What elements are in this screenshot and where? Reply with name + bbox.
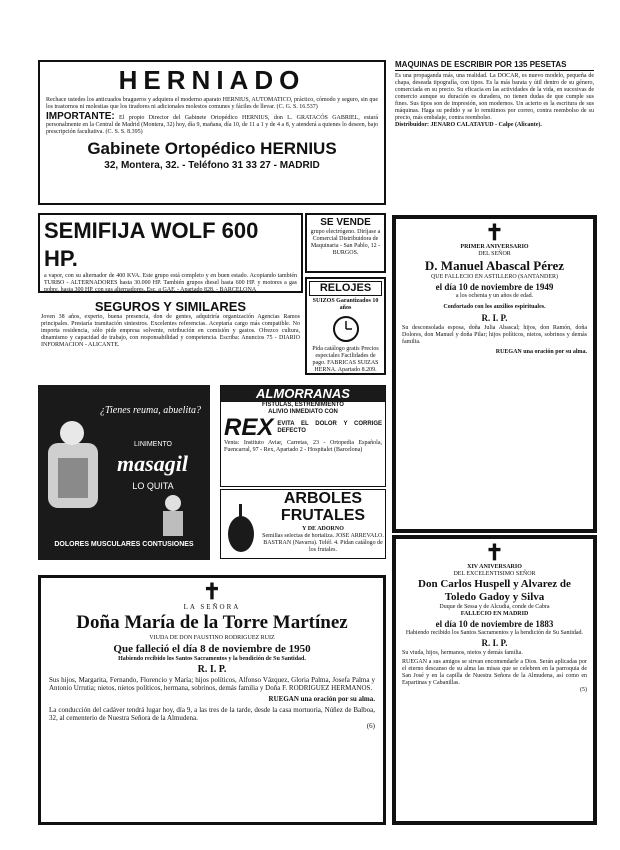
obituary-date: el día 10 de noviembre de 1949: [435, 282, 554, 292]
masagil-footer: DOLORES MUSCULARES CONTUSIONES: [54, 541, 194, 548]
child-illustration-icon: [153, 493, 193, 538]
obituary-ref: (5): [580, 687, 587, 693]
obituary-rip: R. I. P.: [197, 664, 227, 675]
maquinas-footer: Distribuidor: JENARO CALATAYUD - Calpe (Alicante).: [395, 122, 542, 128]
se-vende-ad: [305, 213, 386, 273]
herniado-important-text: El propio Director del Gabinete Ortopédico HERNIUS, don L. GRATACÓS GABRIEL, estará personalmente en la Central de Madrid (Montera, 32) hoy, día 9, mañana, día 10, de 11 a 1 y de 4 a 8, y atenderá a quienes lo deseen, bajo prescripción facultativa. (C. S. S. 8.395): [46, 115, 379, 135]
rex-brand: REX: [224, 414, 274, 441]
obituary-manuel-abascal: [392, 215, 597, 533]
obituary-age: a los ochenta y un años de edad.: [455, 293, 534, 299]
masagil-slogan: LO QUITA: [132, 481, 174, 491]
obituary-sacraments: Habiendo recibido los Santos Sacramentos y la bendición de Su Santidad.: [118, 656, 306, 662]
rex-body: Venta: Instituto Aviar, Carretas, 23 - Ortopedia Española, Fuencarral, 97 - Rex, Apartado 2 - Hospitalet (Barcelona): [224, 440, 382, 453]
obituary-del: DEL EXCELENTISIMO SEÑOR: [453, 571, 536, 577]
maquinas-body: Es una propaganda más, una realidad. La DOCAR, es nuevo modelo, pequeña de chapa, deseada tipografía, con tipos. Es la más barata y útil dentro de su género, comerciada en su precio. Su eficacia en las actividades de la vida, en sucesivas de comercio aunque su duración es duradera, no tienen dudas de que cumple sus fines. Sus tipos son de impresión, son modernos. Un acierto es la escritura de sus máquinas. Haga su pedido y se lo remitimos por correo, contra reembolso de su precio, más embalaje, contra reembolso.: [395, 73, 594, 121]
obituary-title: Duque de Sessa y de Alcudia, conde de Cabra: [439, 604, 550, 610]
maquinas-ad: [392, 58, 597, 206]
se-vende-title: SE VENDE: [320, 217, 371, 228]
obituary-intro: LA SEÑORA: [183, 603, 241, 611]
relojes-title: RELOJES: [309, 281, 382, 296]
seguros-body: Joven 38 años, experto, buena presencia, don de gentes, adquiriría organización Agencias Ramos principales. Prestaría tramitación siniestros. Excelentes referencias. Aceptaría cargo más compatible. No importa residencia, sólo pide empresa solvente, retribución en comisión y gastos. Ofrezco cultura, dinamismo y capacidad de trabajo, con responsabilidad y competencia. Escriba: Anuncios 75 - DIARIO INFORMACION - ALICANTE.: [41, 314, 300, 348]
masagil-brand: masagil: [117, 451, 188, 476]
cross-icon: ✝: [202, 579, 222, 604]
pear-tree-icon: [223, 494, 259, 556]
rex-line1: FISTULAS, ESTREÑIMIENTO: [262, 402, 344, 408]
herniado-ad: [38, 60, 386, 205]
obituary-rip: R. I. P.: [481, 638, 508, 648]
herniado-body: Rechace ustedes los anticuados bragueros y adquiera el moderno aparato HERNIUS, AUTOMATICO, práctico, cómodo y seguro, sin que los trastornos ni molestias que los tiradores ni adicionales molestos comunes y fáciles de llevar. (C. G. S. 16.537): [46, 97, 378, 110]
arboles-ad: [220, 489, 386, 559]
watch-icon: [331, 314, 361, 344]
obituary-date: el día 10 de noviembre de 1883: [435, 619, 554, 629]
relojes-body: Pida catálogo gratis Precios especiales Facilidades de pago. FABRICAS SUIZAS HERNA. Apartado 8.209.: [312, 346, 379, 373]
herniado-title: HERNIADO: [118, 65, 306, 95]
obituary-ref: (6): [366, 722, 375, 730]
obituary-anniv: PRIMER ANIVERSARIO: [460, 244, 529, 250]
obituary-funeral: La conducción del cadáver tendrá lugar hoy, día 9, a las tres de la tarde, desde la casa mortuoria, Núñez de Balboa, 32, al cementerio de Nuestra Señora de la Almudena.: [49, 706, 375, 722]
cross-icon: ✝: [485, 220, 504, 245]
obituary-born: QUE FALLECIO EN ASTILLERO (SANTANDER): [430, 274, 559, 280]
semifija-ad: [38, 213, 303, 293]
se-vende-body: grupo electrógeno. Diríjase a Comercial Distribuidora de Maquinaria - San Pablo, 12 - BURGOS.: [310, 229, 381, 256]
rex-top: ALMORRANAS: [221, 386, 385, 402]
arboles-title: ARBOLES FRUTALES: [280, 490, 366, 524]
obituary-fallecio: FALLECIO EN MADRID: [460, 611, 529, 617]
arboles-body: Semillas selectas de hortaliza. JOSE ARREVALO. BASTRAN (Navarra). Teléf. 4. Pidan catálogo de los frutales.: [262, 533, 384, 553]
obituary-sacraments: Habiendo recibido los Santos Sacramentos y la bendición de Su Santidad.: [405, 630, 584, 636]
obituary-name: D. Manuel Abascal Pérez: [424, 258, 565, 273]
obituary-died: Que falleció el día 8 de noviembre de 1950: [113, 643, 311, 655]
rex-ad: [220, 385, 386, 487]
obituary-ruegan: RUEGAN una oración por su alma.: [268, 695, 375, 703]
obituary-body: Su desconsolada esposa, doña Julia Abascal; hijos, don Ramón, doña Dolores, don Manuel y doña Pilar; hijos políticos, nietos, sobrinos y demás familia.: [402, 325, 587, 345]
herniado-important-label: IMPORTANTE:: [46, 111, 115, 122]
obituary-widow: VIUDA DE DON FAUSTINO RODRIGUEZ RUIZ: [149, 635, 275, 641]
herniado-address: 32, Montera, 32. - Teléfono 31 33 27 - MADRID: [104, 160, 320, 171]
masagil-ad: [38, 385, 210, 560]
obituary-rip: R. I. P.: [481, 313, 508, 323]
obituary-maria-torre: [38, 575, 386, 825]
relojes-badge: SUIZOS Garantizados 10 años: [312, 298, 379, 311]
obituary-family: Sus hijos, Margarita, Fernando, Florencio y María; hijos políticos, Alfonso Vázquez, Gloria Palma, Josefa Palma y Antonio Urrutia; nietos, nietos políticos, hermana, sobrinos, demás familia y Doña F. RODRIGUEZ HERMANOS.: [49, 676, 375, 692]
arboles-sub: Y DE ADORNO: [302, 526, 344, 532]
relojes-ad: [305, 277, 386, 375]
cross-icon: ✝: [485, 540, 504, 565]
grandmother-illustration-icon: [44, 403, 104, 513]
semifija-body: a vapor, con su alternador de 400 KVA. Este grupo está completo y en buen estado. Acopiando también TURBO - ALTERNADORES hasta 30.000 HP. También grupos diesel hasta 600 HP. y motores a gas pobre, hasta 300 HP, con sus alternadores. Esc. a GAF. - Apartado 828. - BARCELONA: [44, 273, 297, 293]
rex-line2: ALIVIO INMEDIATO CON: [268, 409, 338, 415]
obituary-comforted: Confortado con los auxilios espirituales.: [443, 304, 546, 310]
obituary-del: DEL SEÑOR: [478, 251, 511, 257]
masagil-linimento: LINIMENTO: [134, 441, 172, 448]
obituary-ruegan: RUEGAN una oración por su alma.: [495, 349, 587, 355]
rex-side: EVITA EL DOLOR Y CORRIGE DEFECTO: [277, 421, 382, 434]
seguros-ad: [38, 298, 303, 378]
semifija-title: SEMIFIJA WOLF 600 HP.: [44, 218, 259, 271]
masagil-question: ¿Tienes reuma, abuelita?: [99, 405, 201, 416]
seguros-title: SEGUROS Y SIMILARES: [94, 299, 247, 314]
obituary-ruegan: RUEGAN a sus amigos se sirvan encomendarle a Dios. Serán aplicadas por el eterno descanso de su alma las misas que se celebren en la parroquia de San José y en la capilla de Nuestra Señora de la Almudena, así como en Espartinas y Cabanillas.: [402, 659, 587, 686]
obituary-name: Don Carlos Huspell y Alvarez de Toledo Gadoy y Silva: [418, 578, 571, 603]
herniado-important: [46, 113, 378, 136]
obituary-name: Doña María de la Torre Martínez: [76, 612, 348, 633]
obituary-anniv: XIV ANIVERSARIO: [467, 564, 522, 570]
herniado-cabinet: Gabinete Ortopédico HERNIUS: [87, 139, 337, 158]
obituary-carlos-huspell: [392, 535, 597, 825]
obituary-body: Su viuda, hijos, hermanos, nietos y demás familia.: [402, 650, 523, 656]
maquinas-title: MAQUINAS DE ESCRIBIR POR 135 PESETAS: [395, 60, 594, 71]
